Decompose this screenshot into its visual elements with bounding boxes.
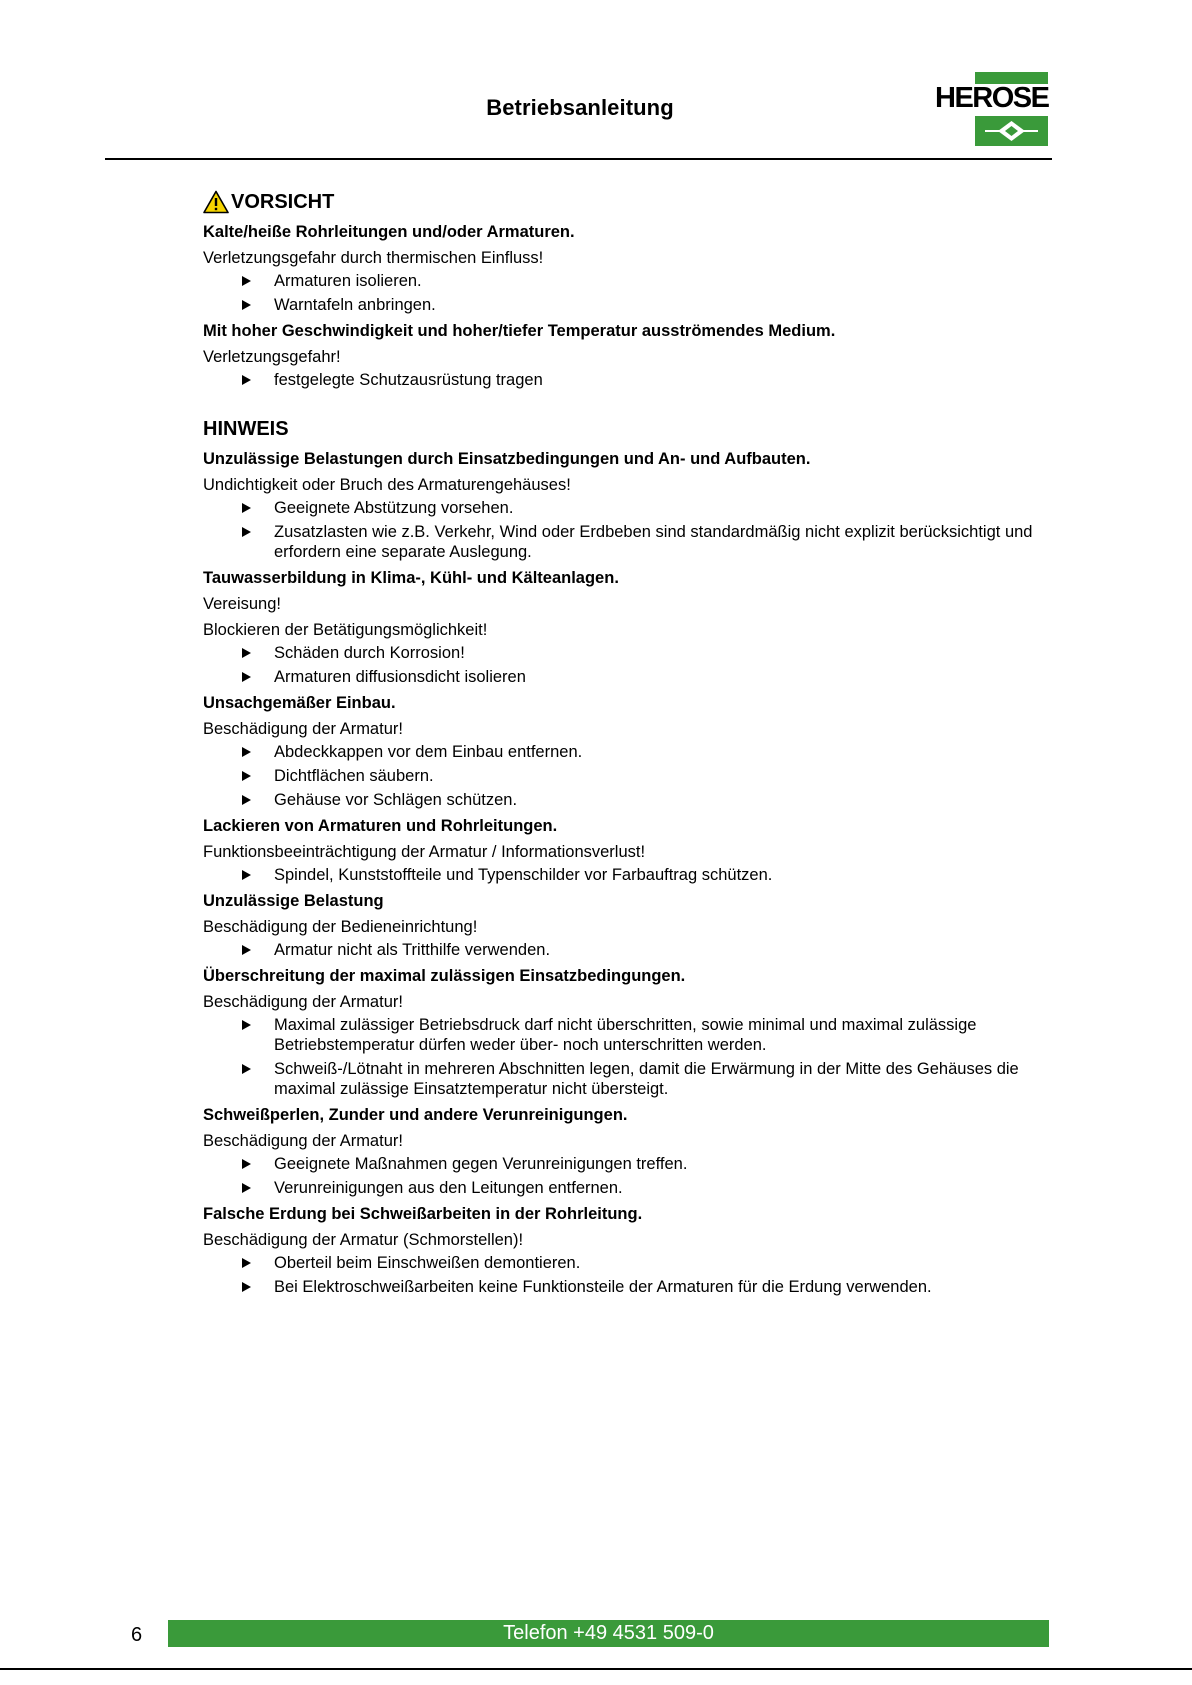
measure-list <box>203 742 1063 810</box>
bullet-arrow-icon <box>242 1020 251 1030</box>
measure-list <box>203 865 1063 885</box>
measure-item <box>203 522 1063 562</box>
hazard-title: Tauwasserbildung in Klima-, Kühl- und Kälteanlagen. <box>203 569 619 587</box>
hazard-consequence: Blockieren der Betätigungsmöglichkeit! <box>203 621 488 639</box>
measure-text: Oberteil beim Einschweißen demontieren. <box>274 1254 581 1272</box>
hazard-consequence: Undichtigkeit oder Bruch des Armaturengehäuses! <box>203 476 571 494</box>
document-title: Betriebsanleitung <box>486 95 674 120</box>
hazard-title: Überschreitung der maximal zulässigen Einsatzbedingungen. <box>203 967 686 985</box>
herose-logo <box>935 72 1048 146</box>
bullet-arrow-icon <box>242 503 251 513</box>
measure-text: Gehäuse vor Schlägen schützen. <box>274 791 518 809</box>
bullet-arrow-icon <box>242 1064 251 1074</box>
bullet-arrow-icon <box>242 1258 251 1268</box>
hazard-consequence: Beschädigung der Armatur! <box>203 993 403 1011</box>
measure-item <box>203 667 1063 687</box>
measure-text: Zusatzlasten wie z.B. Verkehr, Wind oder Erdbeben sind standardmäßig nicht explizit berücksichtigt und erfordern eine separate Auslegung. <box>274 523 1033 561</box>
document-body <box>203 188 1063 1301</box>
measure-item <box>203 295 1063 315</box>
measure-list <box>203 498 1063 562</box>
bullet-arrow-icon <box>242 375 251 385</box>
measure-list <box>203 1015 1063 1099</box>
section-heading <box>203 415 1063 443</box>
measure-item <box>203 742 1063 762</box>
hazard-consequence: Beschädigung der Armatur (Schmorstellen)! <box>203 1231 524 1249</box>
hazard-consequence: Beschädigung der Armatur! <box>203 720 403 738</box>
measure-text: Armaturen diffusionsdicht isolieren <box>274 668 526 686</box>
section-heading <box>203 188 1063 216</box>
bullet-arrow-icon <box>242 1183 251 1193</box>
measure-text: Armaturen isolieren. <box>274 272 422 290</box>
bullet-arrow-icon <box>242 795 251 805</box>
footer-divider <box>0 1668 1192 1670</box>
measure-text: Dichtflächen säubern. <box>274 767 434 785</box>
logo-text: HEROSE <box>935 82 1049 114</box>
measure-item <box>203 370 1063 390</box>
valve-emblem-icon <box>975 116 1048 146</box>
hazard-title: Unsachgemäßer Einbau. <box>203 694 396 712</box>
measure-item <box>203 865 1063 885</box>
footer-phone-bar: Telefon +49 4531 509-0 <box>168 1620 1049 1647</box>
hazard-consequence: Beschädigung der Armatur! <box>203 1132 403 1150</box>
hazard-title: Unzulässige Belastung <box>203 892 384 910</box>
bullet-arrow-icon <box>242 300 251 310</box>
page-number: 6 <box>131 1624 143 1646</box>
hazard-title: Schweißperlen, Zunder und andere Verunreinigungen. <box>203 1106 628 1124</box>
measure-text: Warntafeln anbringen. <box>274 296 436 314</box>
section-heading-text: HINWEIS <box>203 418 289 440</box>
hazard-consequence: Beschädigung der Bedieneinrichtung! <box>203 918 478 936</box>
bullet-arrow-icon <box>242 1282 251 1292</box>
measure-item <box>203 1277 1063 1297</box>
bullet-arrow-icon <box>242 648 251 658</box>
bullet-arrow-icon <box>242 527 251 537</box>
warning-triangle-icon <box>203 190 229 214</box>
measure-list <box>203 643 1063 687</box>
measure-text: Geeignete Maßnahmen gegen Verunreinigungen treffen. <box>274 1155 688 1173</box>
page-footer <box>0 1620 1192 1650</box>
measure-item <box>203 1253 1063 1273</box>
bullet-arrow-icon <box>242 870 251 880</box>
measure-item <box>203 940 1063 960</box>
measure-item <box>203 790 1063 810</box>
measure-text: Schweiß-/Lötnaht in mehreren Abschnitten legen, damit die Erwärmung in der Mitte des Gehäuses die maximal zulässige Einsatztemperatur nicht übersteigt. <box>274 1060 1019 1098</box>
hazard-consequence: Funktionsbeeinträchtigung der Armatur / Informationsverlust! <box>203 843 646 861</box>
measure-list <box>203 271 1063 315</box>
measure-item <box>203 1015 1063 1055</box>
hazard-consequence: Vereisung! <box>203 595 281 613</box>
page-header <box>0 0 1192 162</box>
measure-text: Schäden durch Korrosion! <box>274 644 465 662</box>
measure-list <box>203 370 1063 390</box>
measure-list <box>203 1253 1063 1297</box>
measure-list <box>203 1154 1063 1198</box>
measure-item <box>203 1154 1063 1174</box>
hazard-title: Lackieren von Armaturen und Rohrleitungen. <box>203 817 558 835</box>
bullet-arrow-icon <box>242 276 251 286</box>
measure-text: Abdeckkappen vor dem Einbau entfernen. <box>274 743 583 761</box>
hazard-title: Kalte/heiße Rohrleitungen und/oder Armaturen. <box>203 223 575 241</box>
bullet-arrow-icon <box>242 771 251 781</box>
measure-item <box>203 1178 1063 1198</box>
measure-text: Spindel, Kunststoffteile und Typenschilder vor Farbauftrag schützen. <box>274 866 773 884</box>
measure-item <box>203 643 1063 663</box>
measure-text: Geeignete Abstützung vorsehen. <box>274 499 514 517</box>
measure-text: festgelegte Schutzausrüstung tragen <box>274 371 543 389</box>
bullet-arrow-icon <box>242 747 251 757</box>
measure-text: Verunreinigungen aus den Leitungen entfernen. <box>274 1179 623 1197</box>
hazard-title: Falsche Erdung bei Schweißarbeiten in der Rohrleitung. <box>203 1205 643 1223</box>
hazard-title: Mit hoher Geschwindigkeit und hoher/tiefer Temperatur ausströmendes Medium. <box>203 322 836 340</box>
header-divider <box>105 158 1052 160</box>
section-heading-text: VORSICHT <box>231 191 335 213</box>
measure-item <box>203 271 1063 291</box>
measure-item <box>203 766 1063 786</box>
bullet-arrow-icon <box>242 1159 251 1169</box>
hazard-consequence: Verletzungsgefahr! <box>203 348 341 366</box>
bullet-arrow-icon <box>242 672 251 682</box>
hazard-consequence: Verletzungsgefahr durch thermischen Einfluss! <box>203 249 544 267</box>
bullet-arrow-icon <box>242 945 251 955</box>
measure-list <box>203 940 1063 960</box>
measure-item <box>203 1059 1063 1099</box>
hazard-title: Unzulässige Belastungen durch Einsatzbedingungen und An- und Aufbauten. <box>203 450 811 468</box>
measure-item <box>203 498 1063 518</box>
measure-text: Armatur nicht als Tritthilfe verwenden. <box>274 941 551 959</box>
measure-text: Maximal zulässiger Betriebsdruck darf nicht überschritten, sowie minimal und maximal zulässige Betriebstemperatur dürfen weder über- noch unterschritten werden. <box>274 1016 977 1054</box>
measure-text: Bei Elektroschweißarbeiten keine Funktionsteile der Armaturen für die Erdung verwenden. <box>274 1278 932 1296</box>
logo-emblem <box>975 116 1048 146</box>
